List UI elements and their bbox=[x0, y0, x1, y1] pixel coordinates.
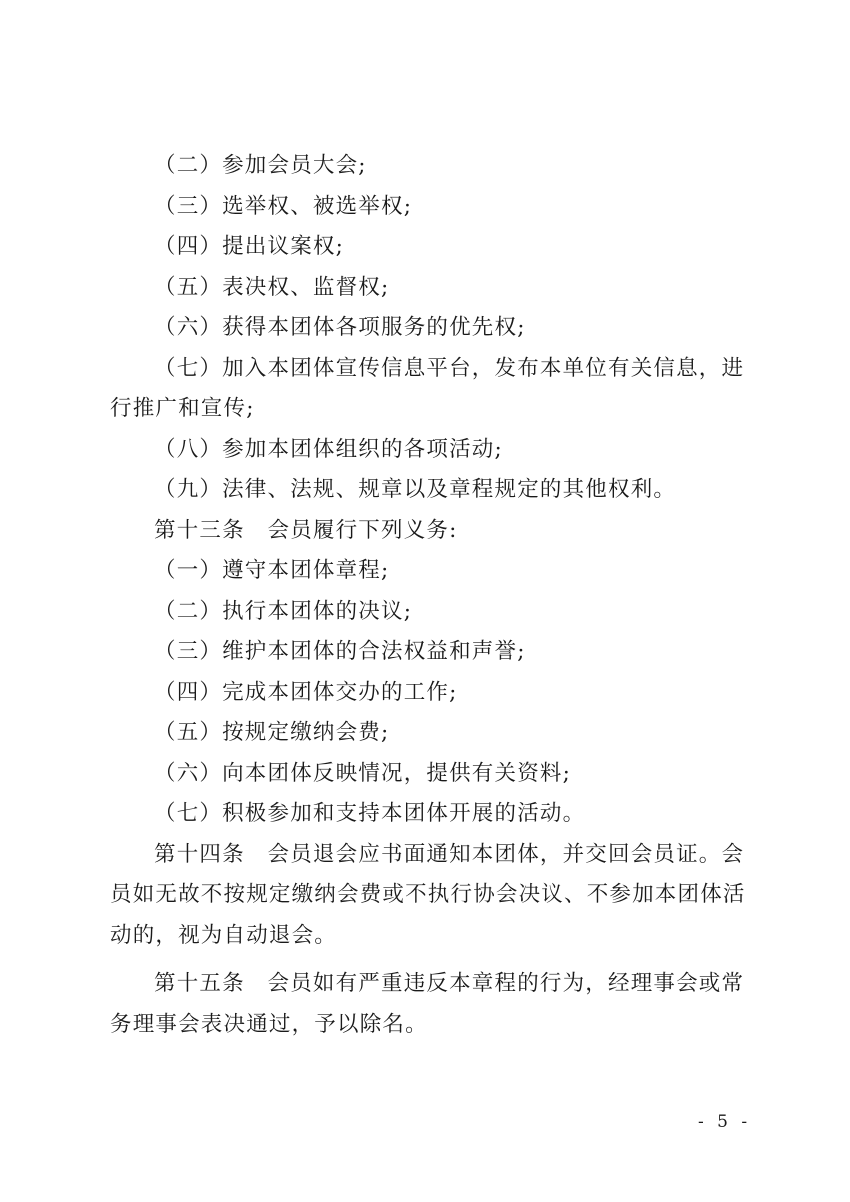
list-item-rights-2: （二）参加会员大会; bbox=[154, 153, 367, 178]
page-number: - 5 - bbox=[698, 1112, 752, 1132]
list-item-rights-8: （八）参加本团体组织的各项活动; bbox=[154, 436, 503, 462]
article-15-line-1: 第十五条 会员如有严重违反本章程的行为，经理事会或常 bbox=[154, 971, 745, 996]
article-15-line-2: 务理事会表决通过，予以除名。 bbox=[110, 1011, 428, 1037]
list-item-rights-6: （六）获得本团体各项服务的优先权; bbox=[154, 315, 526, 340]
list-item-duties-3: （三）维护本团体的合法权益和声誉; bbox=[154, 639, 526, 664]
list-item-rights-3: （三）选举权、被选举权; bbox=[154, 193, 413, 219]
list-item-rights-9: （九）法律、法规、规章以及章程规定的其他权利。 bbox=[154, 477, 677, 502]
list-item-duties-1: （一）遵守本团体章程; bbox=[154, 558, 390, 583]
list-item-rights-5: （五）表决权、监督权; bbox=[154, 274, 390, 300]
list-item-rights-7-continued: 行推广和宣传; bbox=[110, 396, 255, 421]
list-item-duties-7: （七）积极参加和支持本团体开展的活动。 bbox=[154, 801, 586, 826]
document-body bbox=[110, 146, 750, 1045]
list-item-duties-2: （二）执行本团体的决议; bbox=[154, 598, 413, 624]
list-item-rights-7: （七）加入本团体宣传信息平台，发布本单位有关信息，进 bbox=[154, 355, 745, 381]
list-item-duties-6: （六）向本团体反映情况，提供有关资料; bbox=[154, 760, 572, 786]
article-14-line-3: 动的，视为自动退会。 bbox=[110, 922, 338, 948]
list-item-duties-5: （五）按规定缴纳会费; bbox=[154, 720, 390, 745]
list-item-duties-4: （四）完成本团体交办的工作; bbox=[154, 679, 458, 705]
article-13-heading: 第十三条 会员履行下列义务: bbox=[154, 517, 458, 543]
article-14-line-2: 员如无故不按规定缴纳会费或不执行协会决议、不参加本团体活 bbox=[110, 882, 746, 907]
article-14-line-1: 第十四条 会员退会应书面通知本团体，并交回会员证。会 bbox=[154, 841, 745, 867]
list-item-rights-4: （四）提出议案权; bbox=[154, 234, 345, 259]
